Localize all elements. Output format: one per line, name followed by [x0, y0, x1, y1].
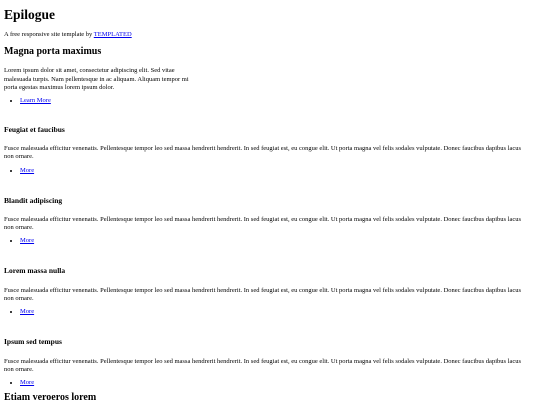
section-action-item [20, 308, 536, 316]
section-feugiat [4, 125, 536, 175]
section-text: Fusce malesuada efficitur venenatis. Pellentesque tempor leo sed massa hendrerit hendrerit. In sed feugiat est, eu congue elit. Ut porta magna vel felis sodales vulputate. Donec faucibus dapibus lacus non ornare. [4, 145, 522, 161]
section-action-item [20, 379, 536, 387]
page [0, 8, 540, 404]
hero-title: Magna porta maximus [4, 45, 102, 57]
section-title: Blandit adipiscing [4, 195, 63, 205]
more-link[interactable]: More [20, 378, 35, 386]
more-link[interactable]: More [20, 166, 35, 174]
more-link[interactable]: More [20, 237, 35, 245]
more-link[interactable]: More [20, 308, 35, 316]
section-ipsum [4, 337, 536, 387]
templated-link[interactable]: TEMPLATED [93, 30, 132, 38]
site-tagline [4, 31, 536, 39]
tagline-text: A free responsive site template by [4, 30, 94, 38]
hero-text: Lorem ipsum dolor sit amet, consectetur adipiscing elit. Sed vitae malesuada turpis. Nam pellentesque in ac aliquam. Aliquam tempor mi porta egestas maximus lorem ipsum dolor. [4, 67, 189, 91]
section-actions [4, 379, 536, 387]
hero-actions [4, 97, 536, 105]
section-title: Feugiat et faucibus [4, 124, 65, 134]
section-blandit [4, 196, 536, 246]
hero-action-item [20, 97, 536, 105]
section-action-item [20, 237, 536, 245]
learn-more-link[interactable]: Learn More [20, 96, 51, 104]
section-lorem [4, 266, 536, 316]
section-title: Lorem massa nulla [4, 266, 66, 276]
section-text: Fusce malesuada efficitur venenatis. Pellentesque tempor leo sed massa hendrerit hendrerit. In sed feugiat est, eu congue elit. Ut porta magna vel felis sodales vulputate. Donec faucibus dapibus lacus non ornare. [4, 357, 522, 373]
section-actions [4, 167, 536, 175]
site-title: Epilogue [4, 7, 56, 22]
section-text: Fusce malesuada efficitur venenatis. Pellentesque tempor leo sed massa hendrerit hendrerit. In sed feugiat est, eu congue elit. Ut porta magna vel felis sodales vulputate. Donec faucibus dapibus lacus non ornare. [4, 216, 522, 232]
section-heading-etiam: Etiam veroeros lorem [4, 391, 97, 403]
section-action-item [20, 167, 536, 175]
section-text: Fusce malesuada efficitur venenatis. Pellentesque tempor leo sed massa hendrerit hendrerit. In sed feugiat est, eu congue elit. Ut porta magna vel felis sodales vulputate. Donec faucibus dapibus lacus non ornare. [4, 286, 522, 302]
section-actions [4, 308, 536, 316]
section-actions [4, 237, 536, 245]
section-title: Ipsum sed tempus [4, 337, 62, 347]
